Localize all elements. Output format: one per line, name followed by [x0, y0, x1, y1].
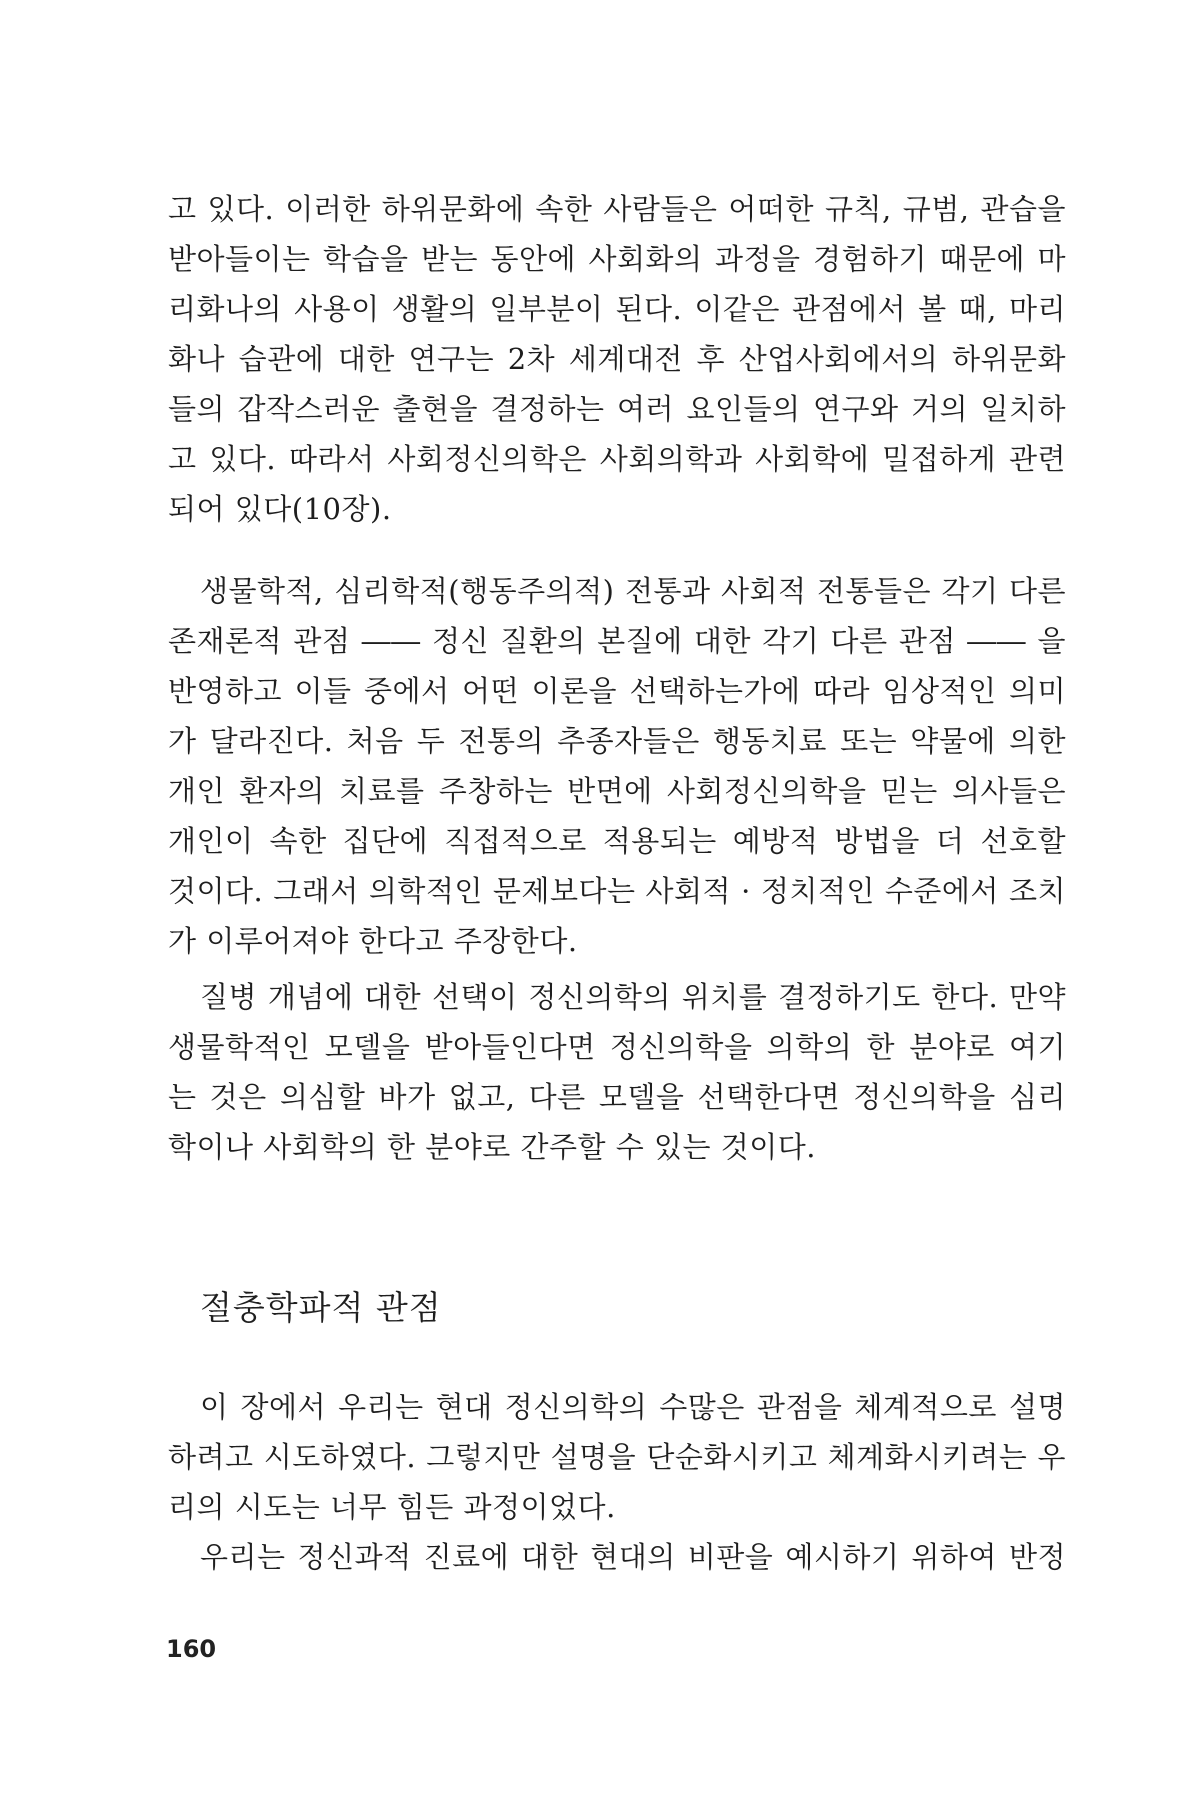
- text-line: 존재론적 관점 ―― 정신 질환의 본질에 대한 각기 다른 관점 ―― 을: [168, 624, 1066, 658]
- text-line: 되어 있다(10장).: [168, 492, 392, 526]
- paragraph-4: [168, 1382, 1066, 1532]
- text-line: 가 달라진다. 처음 두 전통의 추종자들은 행동치료 또는 약물에 의한: [168, 724, 1066, 758]
- paragraph-1: [168, 184, 1066, 534]
- text-line: 생물학적인 모델을 받아들인다면 정신의학을 의학의 한 분야로 여기: [168, 1030, 1066, 1064]
- section-heading: 절충학파적 관점: [200, 1288, 442, 1327]
- text-line: 는 것은 의심할 바가 없고, 다른 모델을 선택한다면 정신의학을 심리: [168, 1080, 1066, 1114]
- text-line: 것이다. 그래서 의학적인 문제보다는 사회적 · 정치적인 수준에서 조치: [168, 874, 1066, 908]
- text-line: 반영하고 이들 중에서 어떤 이론을 선택하는가에 따라 임상적인 의미: [168, 674, 1066, 708]
- text-line: 학이나 사회학의 한 분야로 간주할 수 있는 것이다.: [168, 1130, 817, 1164]
- paragraph-3: [168, 972, 1066, 1172]
- text-line: 받아들이는 학습을 받는 동안에 사회화의 과정을 경험하기 때문에 마: [168, 242, 1066, 276]
- paragraph-2: [168, 566, 1066, 966]
- paragraph-5: [168, 1532, 1066, 1582]
- text-line: 하려고 시도하였다. 그렇지만 설명을 단순화시키고 체계화시키려는 우: [168, 1440, 1066, 1474]
- text-line: 고 있다. 이러한 하위문화에 속한 사람들은 어떠한 규칙, 규범, 관습을: [168, 192, 1066, 226]
- text-line: 가 이루어져야 한다고 주장한다.: [168, 924, 578, 958]
- page-number: 160: [166, 1635, 217, 1663]
- text-line: 개인이 속한 집단에 직접적으로 적용되는 예방적 방법을 더 선호할: [168, 824, 1066, 858]
- text-line: 리의 시도는 너무 힘든 과정이었다.: [168, 1490, 616, 1524]
- text-line: 생물학적, 심리학적(행동주의적) 전통과 사회적 전통들은 각기 다른: [200, 574, 1066, 608]
- text-line: 개인 환자의 치료를 주창하는 반면에 사회정신의학을 믿는 의사들은: [168, 774, 1066, 808]
- text-line: 고 있다. 따라서 사회정신의학은 사회의학과 사회학에 밀접하게 관련: [168, 442, 1066, 476]
- text-line: 들의 갑작스러운 출현을 결정하는 여러 요인들의 연구와 거의 일치하: [168, 392, 1066, 426]
- text-line: 질병 개념에 대한 선택이 정신의학의 위치를 결정하기도 한다. 만약: [200, 980, 1066, 1014]
- text-line: 화나 습관에 대한 연구는 2차 세계대전 후 산업사회에서의 하위문화: [168, 342, 1066, 376]
- text-line: 이 장에서 우리는 현대 정신의학의 수많은 관점을 체계적으로 설명: [200, 1390, 1066, 1424]
- text-line: 우리는 정신과적 진료에 대한 현대의 비판을 예시하기 위하여 반정: [200, 1540, 1066, 1574]
- text-line: 리화나의 사용이 생활의 일부분이 된다. 이같은 관점에서 볼 때, 마리: [168, 292, 1066, 326]
